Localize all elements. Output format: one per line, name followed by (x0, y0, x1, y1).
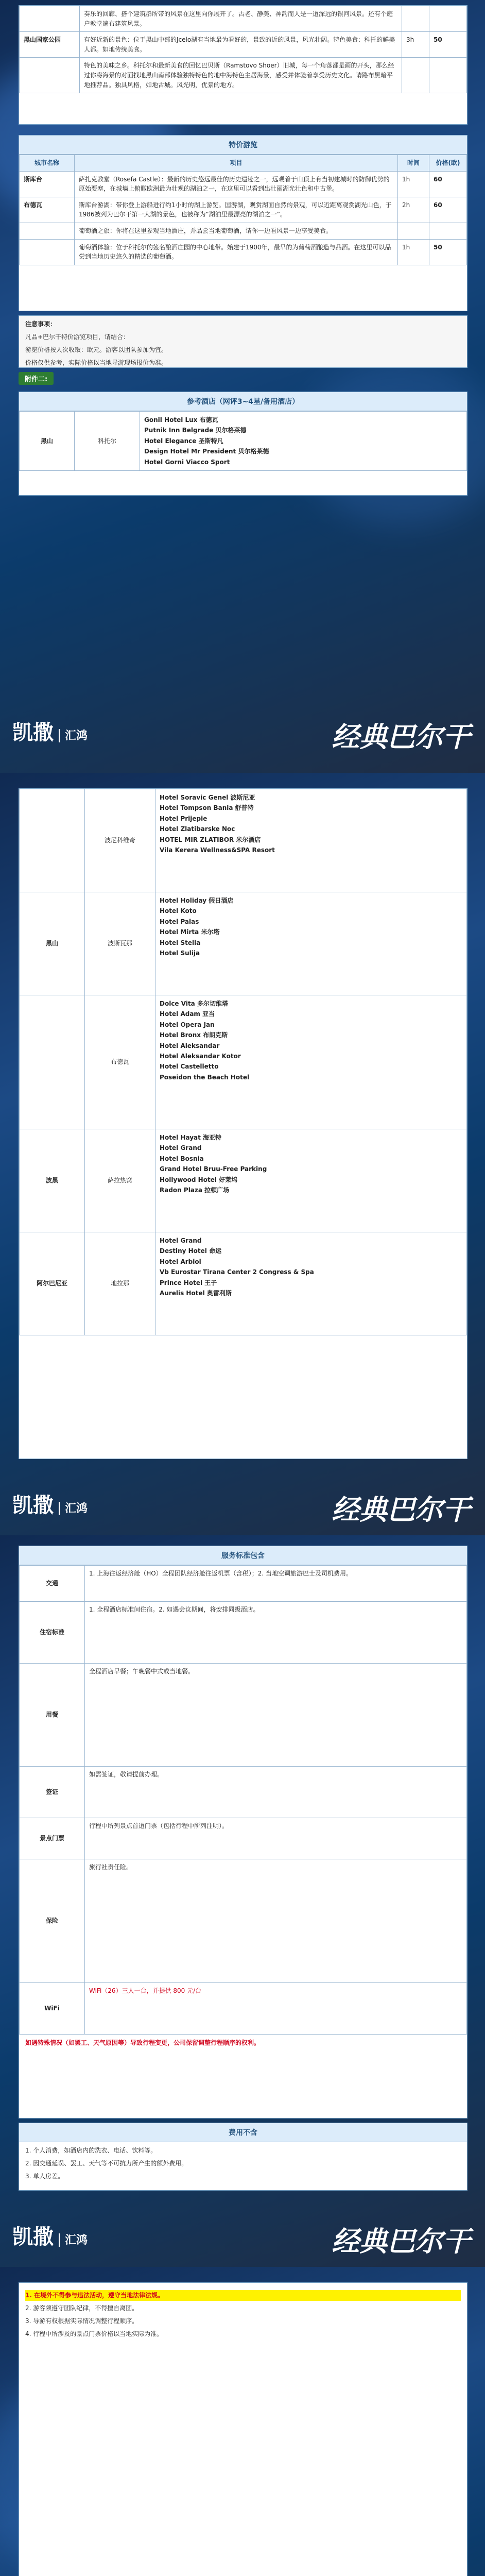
brand-header-3 (0, 2210, 485, 2267)
exclude-title: 费用不含 (19, 2123, 467, 2142)
cell-hotels (155, 892, 467, 995)
attachment-tag: 附件二: (19, 372, 54, 385)
hotel-name: Hotel Aleksandar Kotor (160, 1052, 241, 1060)
brand-logo (12, 2221, 88, 2250)
notes-panel (19, 315, 467, 368)
table-row (20, 1767, 467, 1818)
cell-value: 1. 上海往返经济舱（HO）全程团队经济舱往返机票（含税）；2. 当地空调旅游巴士及司机费用。 (85, 1566, 467, 1602)
cell-dur (398, 223, 429, 239)
hotel-name: Vb Eurostar Tirana Center 2 Congress & Spa (160, 1268, 314, 1276)
cell-dur: 1h (398, 171, 429, 197)
table-row (20, 1983, 467, 2035)
notes-line: 价格仅供参考，实际价格以当地导游现场报价为准。 (25, 359, 168, 366)
cell-city: 斯库台 (20, 171, 75, 197)
cell-hotels (155, 995, 467, 1129)
table-row (20, 6, 467, 32)
hotel-name: Poseidon the Beach Hotel (160, 1073, 250, 1081)
cell-area: 布德瓦 (85, 995, 155, 1129)
cell-price (429, 6, 467, 32)
cell-dur: 1h (398, 239, 429, 265)
notes-line: 凡品+巴尔干特价游览项目，请结合： (25, 333, 130, 341)
table-row (20, 1664, 467, 1767)
booking-line: 4. 行程中所涉及的景点门票价格以当地实际为准。 (25, 2330, 163, 2337)
hotel-table (19, 789, 467, 1335)
brand-slogan: 经典巴尔干 (332, 1493, 471, 1526)
cell-dur (402, 58, 429, 93)
hotel-name: Hotel Adam 亚当 (160, 1010, 215, 1018)
cell-dur (402, 6, 429, 32)
mid-table-panel (19, 135, 467, 311)
cell-key: WiFi (20, 1983, 85, 2035)
hotel-name: Hotel Grand (160, 1144, 202, 1152)
cell-desc: 葡萄酒之旅：你将在这里参观当地酒庄，并品尝当地葡萄酒，请你一边看风景一边享受美食。 (75, 223, 398, 239)
col-header: 价格(欧) (429, 155, 467, 172)
top-table (19, 6, 467, 93)
cell-hotels (140, 412, 467, 471)
standards-table (19, 1565, 467, 2035)
cell-value: 1. 全程酒店标准间住宿。2. 如遇会议期间，将安排同级酒店。 (85, 1602, 467, 1664)
brand-logo-sub: 汇鸿 (59, 1502, 88, 1515)
col-header: 城市名称 (20, 155, 75, 172)
ref-hotels-table (19, 411, 467, 471)
hotel-name: Hotel Palas (160, 918, 199, 925)
hotel-name: Aurelis Hotel 奥雷利斯 (160, 1289, 232, 1297)
standards-panel (19, 1546, 467, 2119)
ref-hotels-panel (19, 392, 467, 496)
hotel-name: Hotel Mirta 米尔塔 (160, 928, 220, 936)
cell-key: 住宿标准 (20, 1602, 85, 1664)
cell-area: 萨拉热窝 (85, 1129, 155, 1232)
cell-city (20, 6, 80, 32)
cell-value: 全程酒店早餐；午晚餐中式或当地餐。 (85, 1664, 467, 1767)
cell-key: 景点门票 (20, 1818, 85, 1859)
table-row (20, 223, 467, 239)
cell-city (20, 58, 80, 93)
hotel-name: Putnik Inn Belgrade 贝尔格莱德 (144, 427, 247, 434)
hotel-name: Hotel Grand (160, 1237, 202, 1244)
hotel-name: Hotel Bronx 布朗克斯 (160, 1031, 228, 1039)
col-header: 时间 (398, 155, 429, 172)
brand-header-2 (0, 1479, 485, 1535)
hotel-name: Hotel Opera Jan (160, 1021, 215, 1028)
cell-city (20, 995, 85, 1129)
hotel-name: Hotel Elegance 圣斯特凡 (144, 437, 223, 445)
hotel-name: Hotel Zlatibarske Noc (160, 825, 235, 833)
cell-desc: 特色的美味之乡。科托尔和最新美食的回忆巴贝斯（Ramstovo Shoer）旧城，每一个角落都是画的开头，那么经过你将海景的对面找地黑山南部体验独特特色的地中海特色主居海景，感受并体验着享受历史文化。请路布黑暗平地推荐品。独具风格，如地古城。风光明，优景的地方。 (80, 58, 402, 93)
cell-hotels (155, 1129, 467, 1232)
cell-hotels (155, 789, 467, 892)
cell-desc: 斯库台游湖：带你登上游船进行约1小时的湖上游览。国游湖，观赏湖面自然的景观，可以近距离观赏湖光山色，于1986被列为巴尔干第一大湖的景色，也被称为“湖泊里最漂亮的湖泊之一”。 (75, 197, 398, 223)
cell-desc: 奏乐的回廊、搭个建筑群所带的风景在这里向你展开了。古老、静美、神韵而人是一道深远的银河风景。还有个庭户教堂遍布建筑风景。 (80, 6, 402, 32)
hotel-name: Hotel Bosnia (160, 1155, 204, 1162)
cell-price: 50 (429, 32, 467, 58)
hotel-name: Hotel Gorni Viacco Sport (144, 458, 230, 466)
hotel-name: Dolce Vita 多尔切维塔 (160, 1000, 228, 1007)
table-row (20, 1566, 467, 1602)
table-row (20, 171, 467, 197)
hotel-name: Hotel Sulija (160, 949, 200, 957)
table-row (20, 1602, 467, 1664)
cell-city: 波黑 (20, 1129, 85, 1232)
cell-city (20, 223, 75, 239)
cell-city: 黑山 (20, 412, 75, 471)
brand-logo-sub: 汇鸿 (59, 2233, 88, 2247)
brand-slogan: 经典巴尔干 (332, 720, 471, 753)
brand-logo-text: 凯撒 (12, 720, 54, 744)
cell-value: 旅行社责任险。 (85, 1859, 467, 1983)
table-row (20, 995, 467, 1129)
table-row (20, 789, 467, 892)
table-row (20, 32, 467, 58)
cell-hotels (155, 1232, 467, 1335)
cell-city: 黑山 (20, 892, 85, 995)
hotel-name: Hotel Koto (160, 907, 197, 915)
cell-key: 交通 (20, 1566, 85, 1602)
cell-price: 50 (429, 239, 467, 265)
cell-area: 地拉那 (85, 1232, 155, 1335)
hotel-name: Hotel Castelletto (160, 1063, 219, 1071)
cell-value: 如需签证，敬请提前办理。 (85, 1767, 467, 1818)
table-row (20, 239, 467, 265)
booking-highlight: 1. 在境外不得参与违法活动，遵守当地法律法规。 (25, 2290, 461, 2301)
brand-header-1 (0, 701, 485, 773)
cell-desc: 萨扎克教堂（Rosefa Castle）：最新的历史悠远最佳的历史遗迹之一，远观着于山顶上有当初建城时的防御优势的原始要塞，在城墙上俯瞰欧洲最为壮观的湖泊之一，在这里可以看到出壮丽湖光壮色和中古堡。 (75, 171, 398, 197)
brand-logo (12, 1489, 88, 1518)
hotel-name: Hotel Stella (160, 939, 201, 946)
hotel-name: Hotel Aleksandar (160, 1042, 220, 1049)
hotel-name: Hotel Hayat 海亚特 (160, 1134, 222, 1141)
brand-logo-text: 凯撒 (12, 2225, 54, 2249)
notes-line: 游览价格按人次收取：欧元。游客以团队参加为宜。 (25, 346, 168, 353)
table-row (20, 58, 467, 93)
exclude-panel (19, 2123, 467, 2191)
booking-panel (19, 2282, 467, 2576)
hotel-name: Hotel Holiday 假日酒店 (160, 897, 234, 904)
hotel-name: Hotel Arbiol (160, 1258, 201, 1265)
cell-price (429, 223, 467, 239)
cell-key: 签证 (20, 1767, 85, 1818)
brand-logo (12, 716, 88, 745)
hotel-name: Prince Hotel 王子 (160, 1279, 217, 1286)
ref-hotels-title: 参考酒店（网评3~4星/备用酒店） (19, 392, 467, 411)
hotel-name: Hotel Soravic Genel 波斯尼亚 (160, 794, 255, 801)
hotel-name: Hotel Tompson Bania 舒普特 (160, 804, 254, 812)
booking-line: 3. 导游有权根据实际情况调整行程顺序。 (25, 2317, 138, 2325)
cell-price: 60 (429, 171, 467, 197)
brand-logo-sub: 汇鸿 (59, 729, 88, 742)
table-row (20, 1232, 467, 1335)
cell-city (20, 789, 85, 892)
mid-table (19, 155, 467, 265)
brand-slogan: 经典巴尔干 (332, 2225, 471, 2258)
cell-dur: 3h (402, 32, 429, 58)
attachment-tag-wrap (19, 372, 54, 385)
cell-dur: 2h (398, 197, 429, 223)
table-row (20, 1859, 467, 1983)
hotel-name: Grand Hotel Bruu-Free Parking (160, 1165, 267, 1173)
hotel-name: Radon Plaza 拉顿广场 (160, 1186, 230, 1194)
cell-area: 波尼科维奇 (85, 789, 155, 892)
col-header: 项目 (75, 155, 398, 172)
cell-price: 60 (429, 197, 467, 223)
top-table-panel (19, 5, 467, 125)
cell-city: 布德瓦 (20, 197, 75, 223)
cell-value: WiFi（26）三人一台，并提供 800 元/台 (85, 1983, 467, 2035)
hotel-table-panel (19, 788, 467, 1459)
hotel-name: Vila Kerera Wellness&SPA Resort (160, 846, 275, 854)
hotel-name: Hollywood Hotel 好莱坞 (160, 1176, 238, 1183)
exclude-line: 3. 单人房差。 (25, 2173, 64, 2180)
exclude-line: 2. 因交通延误、罢工、天气等不可抗力所产生的额外费用。 (25, 2160, 188, 2167)
cell-area: 波斯瓦那 (85, 892, 155, 995)
cell-city: 阿尔巴尼亚 (20, 1232, 85, 1335)
hotel-name: Gonil Hotel Lux 布德瓦 (144, 416, 218, 423)
hotel-name: Design Hotel Mr President 贝尔格莱德 (144, 448, 269, 455)
cell-value: 行程中所列景点首道门票（包括行程中所列注明）。 (85, 1818, 467, 1859)
hotel-name: Destiny Hotel 命运 (160, 1247, 222, 1255)
cell-key: 保险 (20, 1859, 85, 1983)
table-row (20, 197, 467, 223)
section-title: 特价游览 (19, 135, 467, 155)
table-header-row (20, 155, 467, 172)
cell-key: 用餐 (20, 1664, 85, 1767)
cell-city (20, 239, 75, 265)
table-row (20, 1129, 467, 1232)
notes-heading: 注意事项： (25, 320, 57, 328)
brand-logo-text: 凯撒 (12, 1493, 54, 1517)
cell-type: 科托尔 (75, 412, 140, 471)
standards-notice: 如遇特殊情况（如罢工、天气原因等）导致行程变更，公司保留调整行程顺序的权利。 (25, 2039, 261, 2046)
cell-city: 黑山国家公园 (20, 32, 80, 58)
table-row (20, 892, 467, 995)
hotel-name: HOTEL MIR ZLATIBOR 米尔酒店 (160, 836, 261, 843)
table-row (20, 1818, 467, 1859)
standards-title: 服务标准包含 (19, 1546, 467, 1565)
booking-line: 2. 游客须遵守团队纪律，不得擅自离团。 (25, 2304, 138, 2312)
table-row (20, 412, 467, 471)
cell-price (429, 58, 467, 93)
cell-desc: 葡萄酒体验：位于科托尔的签名酿酒庄园的中心地带。始建于1900年，最早的为葡萄酒酿造与品酒。在这里可以品尝到当地历史悠久的精选的葡萄酒。 (75, 239, 398, 265)
cell-desc: 有好近新的景色：位于黑山中部的Jcelo湖有当地最为看好的，景致的近的风景，风光壮阔。特色美食：科托的鲜美人都。如地传统美食。 (80, 32, 402, 58)
exclude-line: 1. 个人消费，如酒店内的洗衣、电话、饮料等。 (25, 2147, 157, 2154)
hotel-name: Hotel Prijepie (160, 815, 207, 822)
